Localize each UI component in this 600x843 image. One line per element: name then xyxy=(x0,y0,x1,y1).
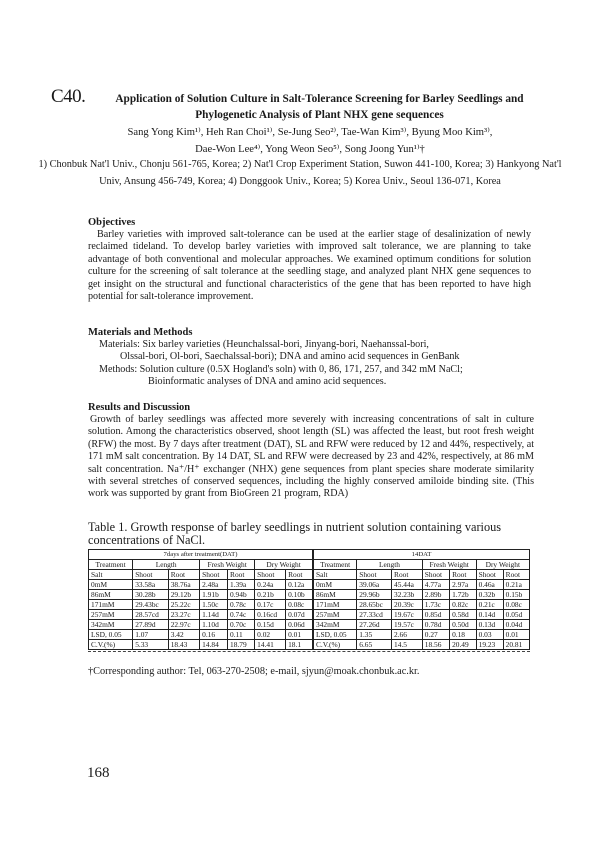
table-cell: 0.16cd xyxy=(255,610,286,620)
table-cell: 29.43bc xyxy=(133,600,169,610)
table-cell: 3.42 xyxy=(168,630,199,640)
row-label-cell: 171mM xyxy=(314,600,357,610)
table-subheader-row xyxy=(314,570,530,580)
table-row xyxy=(89,620,313,630)
table-row xyxy=(314,590,530,600)
subheader-cell: Root xyxy=(228,570,255,580)
subheader-cell: Shoot xyxy=(476,570,503,580)
table-cell: 0.24a xyxy=(255,580,286,590)
table-cell: 1.35 xyxy=(357,630,392,640)
table-cell: 29.12b xyxy=(168,590,199,600)
affiliations: 1) Chonbuk Nat'l Univ., Chonju 561-765, Korea; 2) Nat'l Crop Experiment Station, Suwon 441-100, Korea; 3) Hankyong Nat'l Univ, Ansung 456-749, Korea; 4) Donggook Univ., Korea; 5) Korea Univ., Seoul 136-071, Korea xyxy=(38,159,562,187)
subheader-cell: Shoot xyxy=(200,570,228,580)
table-cell: 0.05d xyxy=(503,610,529,620)
table-row xyxy=(89,640,313,650)
table-cell: 0.11 xyxy=(228,630,255,640)
table-subheader-row xyxy=(89,570,313,580)
table-row xyxy=(89,590,313,600)
table-cell: 30.28b xyxy=(133,590,169,600)
table-cell: 0.06d xyxy=(286,620,313,630)
row-label-cell: C.V.(%) xyxy=(314,640,357,650)
subheader-cell: Root xyxy=(168,570,199,580)
table-cell: 1.07 xyxy=(133,630,169,640)
row-label-cell: 86mM xyxy=(314,590,357,600)
table-cell: 38.76a xyxy=(168,580,199,590)
subheader-cell: Root xyxy=(503,570,529,580)
table-cell: 14.84 xyxy=(200,640,228,650)
table-group-header: 7days after treatment(DAT) xyxy=(89,550,313,560)
row-label-cell: 257mM xyxy=(89,610,133,620)
table-cell: 2.97a xyxy=(450,580,477,590)
table-cell: 1.14d xyxy=(200,610,228,620)
table-cell: 0.21b xyxy=(255,590,286,600)
table-cell: 2.66 xyxy=(392,630,423,640)
results-text: Growth of barley seedlings was affected more severely with increasing concentrations of salt in culture solution. Among the characteristics observed, shoot length (SL) was affected the least, but root fresh weight (RFW) the most. By 7 days after treatment (DAT), SL and RFW were reduced by 12 and 44%, respectively, at 171 mM salt concentration. By 14 DAT, SL and RFW were decreased by 23 and 42%, respectively, at 86 mM salt concentration. Na⁺/H⁺ exchanger (NHX) gene sequences from plant species share moderate similarity with several stretches of conserved sequences, including the highly conserved amiloide binding site. (This work was supported by grant from BioGreen 21 program, RDA) xyxy=(88,414,534,500)
table-group-row xyxy=(89,550,313,560)
table-cell: 18.56 xyxy=(422,640,449,650)
treatment-header: Treatment xyxy=(314,560,357,570)
table-cell: 0.01 xyxy=(503,630,529,640)
table-group-header: 14DAT xyxy=(314,550,530,560)
table-row xyxy=(314,640,530,650)
methods-line-1: Materials: Six barley varieties (Heunchalssal-bori, Jinyang-bori, Naehanssal-bori, xyxy=(99,339,429,350)
methods-block xyxy=(99,339,539,389)
table-cell: 1.39a xyxy=(228,580,255,590)
table-cell: 0.07d xyxy=(286,610,313,620)
table-cell: 29.96b xyxy=(357,590,392,600)
table-cell: 0.74c xyxy=(228,610,255,620)
page-number: 168 xyxy=(87,765,110,781)
objectives-text: Barley varieties with improved salt-tolerance can be used at the earlier stage of desalinization of newly reclaimed tideland. To develop barley varieties with improved salt tolerance, we are planning to take advantage of both conventional and molecular approaches. We examined optimum conditions for solution culture for the screening of salt tolerance at the seedling stage, and analyzed plant NHX gene sequences to get insight on the structural and functional characteristics of the gene that has been reported to have high potential for salt-tolerance improvement. xyxy=(88,229,531,303)
table-cell: 0.82c xyxy=(450,600,477,610)
table-7dat xyxy=(88,549,313,650)
table-cell: 28.65bc xyxy=(357,600,392,610)
table-row xyxy=(314,630,530,640)
table-cell: 0.21a xyxy=(503,580,529,590)
row-label-cell: 257mM xyxy=(314,610,357,620)
table-header-row xyxy=(89,560,313,570)
table-cell: 23.27c xyxy=(168,610,199,620)
footnote-divider xyxy=(88,651,530,652)
table-cell: 0.32b xyxy=(476,590,503,600)
objectives-heading: Objectives xyxy=(88,217,136,228)
paper-title: Application of Solution Culture in Salt-Tolerance Screening for Barley Seedlings and Phylogenetic Analysis of Plant NHX gene sequences xyxy=(115,93,524,121)
table-caption: Table 1. Growth response of barley seedlings in nutrient solution containing various concentrations of NaCl. xyxy=(88,520,502,547)
table-cell: 14.41 xyxy=(255,640,286,650)
table-cell: 19.57c xyxy=(392,620,423,630)
fresh-weight-header: Fresh Weight xyxy=(422,560,476,570)
corresponding-author-footnote: †Corresponding author: Tel, 063-270-2508; e-mail, sjyun@moak.chonbuk.ac.kr. xyxy=(88,666,420,677)
row-label-cell: C.V.(%) xyxy=(89,640,133,650)
row-label-cell: 171mM xyxy=(89,600,133,610)
table-cell: 33.58a xyxy=(133,580,169,590)
dry-weight-header: Dry Weight xyxy=(476,560,529,570)
row-label-cell: 0mM xyxy=(89,580,133,590)
table-cell: 0.17c xyxy=(255,600,286,610)
table-cell: 0.04d xyxy=(503,620,529,630)
table-14dat xyxy=(313,549,530,650)
table-cell: 0.50d xyxy=(450,620,477,630)
length-header: Length xyxy=(133,560,200,570)
table-cell: 0.02 xyxy=(255,630,286,640)
table-cell: 0.21c xyxy=(476,600,503,610)
table-cell: 20.49 xyxy=(450,640,477,650)
table-cell: 0.08c xyxy=(503,600,529,610)
table-cell: 1.10d xyxy=(200,620,228,630)
table-cell: 18.43 xyxy=(168,640,199,650)
table-cell: 1.73c xyxy=(422,600,449,610)
table-cell: 0.70c xyxy=(228,620,255,630)
subheader-cell: Shoot xyxy=(422,570,449,580)
table-cell: 0.15b xyxy=(503,590,529,600)
table-cell: 0.78d xyxy=(422,620,449,630)
table-cell: 27.26d xyxy=(357,620,392,630)
table-cell: 1.91b xyxy=(200,590,228,600)
table-cell: 1.50c xyxy=(200,600,228,610)
table-cell: 6.65 xyxy=(357,640,392,650)
table-cell: 0.08c xyxy=(286,600,313,610)
table-cell: 0.85d xyxy=(422,610,449,620)
dry-weight-header: Dry Weight xyxy=(255,560,313,570)
table-cell: 19.67c xyxy=(392,610,423,620)
table-cell: 0.18 xyxy=(450,630,477,640)
table-cell: 0.58d xyxy=(450,610,477,620)
table-cell: 45.44a xyxy=(392,580,423,590)
fresh-weight-header: Fresh Weight xyxy=(200,560,255,570)
table-cell: 0.03 xyxy=(476,630,503,640)
length-header: Length xyxy=(357,560,423,570)
table-cell: 0.13d xyxy=(476,620,503,630)
table-cell: 20.39c xyxy=(392,600,423,610)
table-cell: 19.23 xyxy=(476,640,503,650)
methods-line-3: Methods: Solution culture (0.5X Hogland's soln) with 0, 86, 171, 257, and 342 mM NaCl; xyxy=(99,363,463,375)
table-row xyxy=(314,610,530,620)
methods-heading: Materials and Methods xyxy=(88,327,193,338)
subheader-cell: Root xyxy=(286,570,313,580)
table-cell: 22.97c xyxy=(168,620,199,630)
table-cell: 20.81 xyxy=(503,640,529,650)
table-cell: 14.5 xyxy=(392,640,423,650)
table-cell: 18.1 xyxy=(286,640,313,650)
subheader-cell: Salt xyxy=(314,570,357,580)
table-cell: 0.10b xyxy=(286,590,313,600)
row-label-cell: 86mM xyxy=(89,590,133,600)
table-cell: 25.22c xyxy=(168,600,199,610)
methods-line-2: Olssal-bori, Ol-bori, Saechalssal-bori); DNA and amino acid sequences in GenBank xyxy=(120,351,460,363)
table-cell: 28.57cd xyxy=(133,610,169,620)
table-row xyxy=(89,580,313,590)
author-line-1: Sang Yong Kim¹⁾, Heh Ran Choi¹⁾, Se-Jung Seo²⁾, Tae-Wan Kim³⁾, Byung Moo Kim³⁾, xyxy=(127,127,493,138)
table-row xyxy=(314,600,530,610)
table-cell: 0.94b xyxy=(228,590,255,600)
table-cell: 0.16 xyxy=(200,630,228,640)
table-cell: 18.79 xyxy=(228,640,255,650)
table-cell: 1.72b xyxy=(450,590,477,600)
table-cell: 27.89d xyxy=(133,620,169,630)
subheader-cell: Shoot xyxy=(133,570,169,580)
table-row xyxy=(89,610,313,620)
table-header-row xyxy=(314,560,530,570)
table-cell: 4.77a xyxy=(422,580,449,590)
table-row xyxy=(89,600,313,610)
table-cell: 0.27 xyxy=(422,630,449,640)
table-cell: 0.78c xyxy=(228,600,255,610)
results-heading: Results and Discussion xyxy=(88,402,191,413)
row-label-cell: 342mM xyxy=(314,620,357,630)
table-cell: 0.14d xyxy=(476,610,503,620)
abstract-code: C40. xyxy=(51,86,86,107)
author-list xyxy=(60,124,560,158)
table-cell: 0.15d xyxy=(255,620,286,630)
row-label-cell: LSD, 0.05 xyxy=(314,630,357,640)
table-cell: 0.46a xyxy=(476,580,503,590)
table-cell: 39.06a xyxy=(357,580,392,590)
subheader-cell: Shoot xyxy=(255,570,286,580)
table-row xyxy=(314,620,530,630)
subheader-cell: Shoot xyxy=(357,570,392,580)
table-row xyxy=(89,630,313,640)
row-label-cell: LSD, 0.05 xyxy=(89,630,133,640)
table-row xyxy=(314,580,530,590)
subheader-cell: Salt xyxy=(89,570,133,580)
table-cell: 5.33 xyxy=(133,640,169,650)
treatment-header: Treatment xyxy=(89,560,133,570)
table-cell: 0.12a xyxy=(286,580,313,590)
subheader-cell: Root xyxy=(450,570,477,580)
subheader-cell: Root xyxy=(392,570,423,580)
table-cell: 2.48a xyxy=(200,580,228,590)
table-cell: 2.89b xyxy=(422,590,449,600)
row-label-cell: 342mM xyxy=(89,620,133,630)
table-cell: 32.23b xyxy=(392,590,423,600)
table-cell: 27.33cd xyxy=(357,610,392,620)
table-cell: 0.01 xyxy=(286,630,313,640)
row-label-cell: 0mM xyxy=(314,580,357,590)
author-line-2: Dae-Won Lee⁴⁾, Yong Weon Seo⁵⁾, Song Joong Yun¹⁾† xyxy=(195,144,425,155)
methods-line-4: Bioinformatic analyses of DNA and amino acid sequences. xyxy=(148,376,387,388)
table-group-row xyxy=(314,550,530,560)
